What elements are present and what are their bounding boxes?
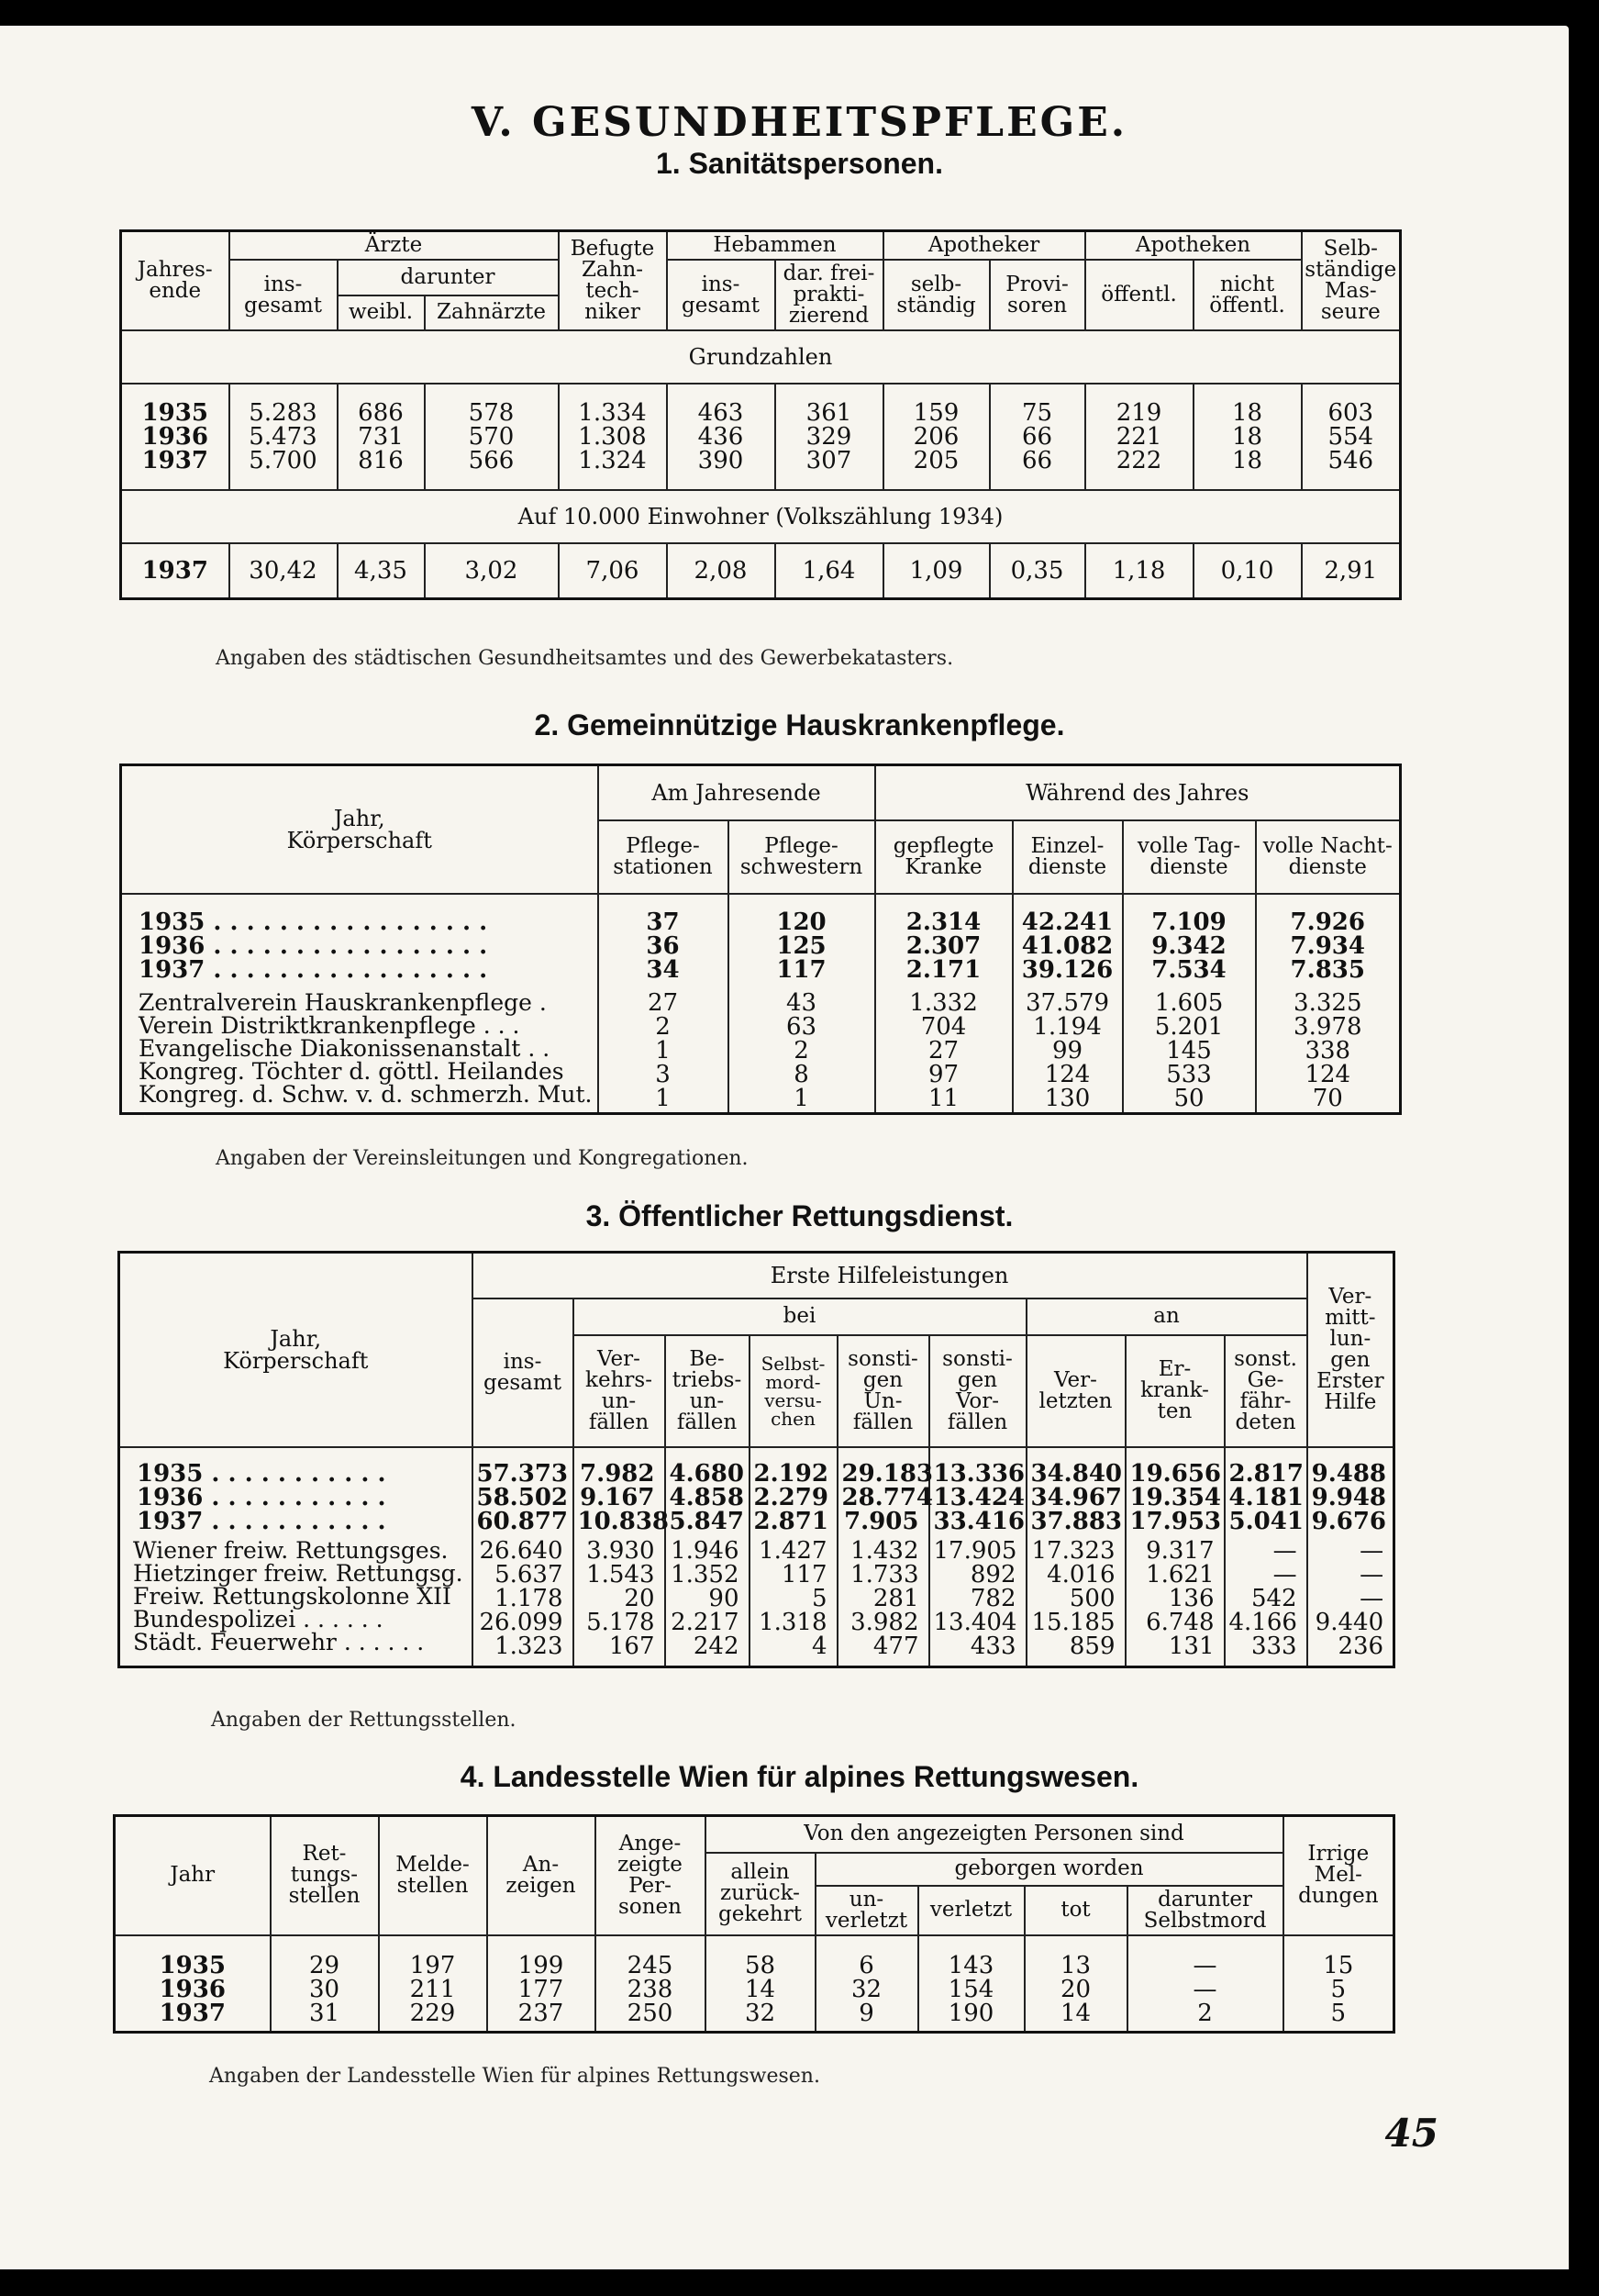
table-sanitaetspersonen: [119, 229, 1402, 600]
col-meldestellen: Melde- stellen: [379, 1816, 487, 1935]
col-jahr-koerperschaft: Jahr, Körperschaft: [119, 1253, 472, 1447]
col-pflegestationen: Pflege- stationen: [598, 820, 728, 894]
col-insgesamt: ins- gesamt: [472, 1298, 573, 1447]
col-jahr: Jahr: [115, 1816, 271, 1935]
col-heb-insgesamt: ins- gesamt: [667, 260, 775, 330]
col-nicht-oeffentl: nicht öffentl.: [1194, 260, 1302, 330]
years: 1935 1936 1937: [115, 1935, 271, 2033]
einzel-orgs: 37.579 1.194 99 124 130: [1013, 986, 1123, 1114]
schwestern-orgs: 43 63 2 8 1: [728, 986, 875, 1114]
col-zahnaerzte: Zahnärzte: [425, 295, 559, 331]
cell: 2,91: [1302, 543, 1401, 598]
table-hauskrankenpflege: [119, 763, 1402, 1115]
erkrankten-years: 19.656 19.354 17.953: [1126, 1447, 1225, 1535]
col-provisoren: Provi- soren: [990, 260, 1085, 330]
sonst-vorf-orgs: 17.905 892 782 13.404 433: [929, 1535, 1027, 1667]
verletzt-values: 143 154 190: [918, 1935, 1025, 2033]
table-rettungsdienst: [117, 1251, 1395, 1668]
col-rettungsstellen: Ret- tungs- stellen: [271, 1816, 379, 1935]
col-aerzte-insgesamt: ins- gesamt: [229, 260, 338, 330]
stationen-orgs: 27 2 1 3 1: [598, 986, 728, 1114]
verkehr-years: 7.982 9.167 10.838: [573, 1447, 665, 1535]
col-tot: tot: [1025, 1886, 1127, 1935]
cell: 0,35: [990, 543, 1085, 598]
cell: 1,64: [775, 543, 883, 598]
apotheken-nicht-values: 18 18 18: [1194, 384, 1302, 490]
nacht-orgs: 3.325 3.978 338 124 70: [1256, 986, 1401, 1114]
zahnaerzte-values: 578 570 566: [425, 384, 559, 490]
verkehr-orgs: 3.930 1.543 20 5.178 167: [573, 1535, 665, 1667]
col-pflegeschwestern: Pflege- schwestern: [728, 820, 875, 894]
col-selbstaendig: selb- ständig: [883, 260, 990, 330]
col-gefaehrdeten: sonst. Ge- fähr- deten: [1225, 1335, 1307, 1447]
col-befugte: Befugte Zahn- tech- niker: [559, 231, 667, 331]
selbstmord-years: 2.192 2.279 2.871: [750, 1447, 838, 1535]
gefaehrdeten-orgs: — — 542 4.166 333: [1225, 1535, 1307, 1667]
col-sonstige-unfaelle: sonsti- gen Un- fällen: [838, 1335, 929, 1447]
kranke-years: 2.314 2.307 2.171: [875, 894, 1013, 986]
betrieb-orgs: 1.946 1.352 90 2.217 242: [665, 1535, 750, 1667]
col-von-den: Von den angezeigten Personen sind: [705, 1816, 1283, 1853]
col-tagdienste: volle Tag- dienste: [1123, 820, 1256, 894]
rettungsstellen-values: 29 30 31: [271, 1935, 379, 2033]
col-sonstige-vorfaelle: sonsti- gen Vor- fällen: [929, 1335, 1027, 1447]
col-apotheker: Apotheker: [883, 231, 1085, 261]
col-vermittlungen: Ver- mitt- lun- gen Erster Hilfe: [1307, 1253, 1394, 1447]
col-irrige: Irrige Mel- dungen: [1283, 1816, 1394, 1935]
schwestern-years: 120 125 117: [728, 894, 875, 986]
col-nachtdienste: volle Nacht- dienste: [1256, 820, 1401, 894]
tot-values: 13 20 14: [1025, 1935, 1127, 2033]
cell: 3,02: [425, 543, 559, 598]
verletzten-orgs: 17.323 4.016 500 15.185 859: [1027, 1535, 1126, 1667]
gefaehrdeten-years: 2.817 4.181 5.041: [1225, 1447, 1307, 1535]
col-weibl: weibl.: [338, 295, 425, 331]
sonst-unf-years: 29.183 28.774 7.905: [838, 1447, 929, 1535]
table-alpines-rettungswesen: [113, 1814, 1395, 2034]
col-an: an: [1027, 1298, 1307, 1335]
insgesamt-years: 57.373 58.502 60.877: [472, 1447, 573, 1535]
col-geborgen: geborgen worden: [816, 1853, 1283, 1886]
nacht-years: 7.926 7.934 7.835: [1256, 894, 1401, 986]
aerzte-insgesamt-values: 5.283 5.473 5.700: [229, 384, 338, 490]
col-verletzt: verletzt: [918, 1886, 1025, 1935]
years-labels: 1935 . . . . . . . . . . . 1936 . . . . . . . . . . . 1937 . . . . . . . . . . .: [119, 1447, 472, 1535]
col-erste-hilfe: Erste Hilfeleistungen: [472, 1253, 1307, 1298]
anzeigen-values: 199 177 237: [487, 1935, 595, 2033]
hebammen-insgesamt-values: 463 436 390: [667, 384, 775, 490]
grundzahlen-label: Grundzahlen: [121, 330, 1401, 384]
years-1935-1937: 1935 1936 1937: [121, 384, 229, 490]
cell: 2,08: [667, 543, 775, 598]
table4-note: Angaben der Landesstelle Wien für alpines Rettungswesen.: [209, 2065, 820, 2088]
table3-note: Angaben der Rettungsstellen.: [211, 1709, 516, 1732]
verletzten-years: 34.840 34.967 37.883: [1027, 1447, 1126, 1535]
selbstmord-orgs: 1.427 117 5 1.318 4: [750, 1535, 838, 1667]
col-betriebsunfaelle: Be- triebs- un- fällen: [665, 1335, 750, 1447]
cell: 0,10: [1194, 543, 1302, 598]
unverletzt-values: 6 32 9: [816, 1935, 918, 2033]
per-10000-label: Auf 10.000 Einwohner (Volkszählung 1934): [121, 490, 1401, 543]
tag-years: 7.109 9.342 7.534: [1123, 894, 1256, 986]
cell: 7,06: [559, 543, 667, 598]
col-bei: bei: [573, 1298, 1027, 1335]
col-verletzten: Ver- letzten: [1027, 1335, 1126, 1447]
table1-title: 1. Sanitätspersonen.: [656, 147, 943, 180]
cell: 1,18: [1085, 543, 1194, 598]
einzel-years: 42.241 41.082 39.126: [1013, 894, 1123, 986]
table4-title: 4. Landesstelle Wien für alpines Rettungswesen.: [460, 1760, 1139, 1793]
provisoren-values: 75 66 66: [990, 384, 1085, 490]
col-darunter-selbstmord: darunter Selbstmord: [1127, 1886, 1283, 1935]
col-hebammen: Hebammen: [667, 231, 883, 261]
row-1937-year: 1937: [121, 543, 229, 598]
col-heb-frei: dar. frei- prakti- zierend: [775, 260, 883, 330]
col-masseure: Selb- ständige Mas- seure: [1302, 231, 1401, 331]
sonst-unf-orgs: 1.432 1.733 281 3.982 477: [838, 1535, 929, 1667]
col-einzeldienste: Einzel- dienste: [1013, 820, 1123, 894]
org-labels: Wiener freiw. Rettungsges. Hietzinger freiw. Rettungsg. Freiw. Rettungskolonne XII Bundespolizei . . . . . . Städt. Feuerwehr . . . . . .: [119, 1535, 472, 1667]
col-verkehrsunfaelle: Ver- kehrs- un- fällen: [573, 1335, 665, 1447]
betrieb-years: 4.680 4.858 5.847: [665, 1447, 750, 1535]
col-jahr-koerperschaft: Jahr, Körperschaft: [121, 765, 598, 894]
page-number: 45: [1384, 2111, 1438, 2156]
years-labels: 1935 . . . . . . . . . . . . . . . . . 1936 . . . . . . . . . . . . . . . . . 1937 . . . . . . . . . . . . . . . . .: [121, 894, 598, 986]
table1-note: Angaben des städtischen Gesundheitsamtes und des Gewerbekatasters.: [216, 647, 954, 670]
col-gepflegte-kranke: gepflegte Kranke: [875, 820, 1013, 894]
col-jahresende: Jahres- ende: [121, 231, 229, 331]
stationen-years: 37 36 34: [598, 894, 728, 986]
col-am-jahresende: Am Jahresende: [598, 765, 875, 820]
vermittlungen-years: 9.488 9.948 9.676: [1307, 1447, 1394, 1535]
col-angezeigte: Ange- zeigte Per- sonen: [595, 1816, 705, 1935]
allein-values: 58 14 32: [705, 1935, 816, 2033]
col-unverletzt: un- verletzt: [816, 1886, 918, 1935]
table3-title: 3. Öffentlicher Rettungsdienst.: [585, 1199, 1014, 1232]
col-waehrend: Während des Jahres: [875, 765, 1401, 820]
table2-note: Angaben der Vereinsleitungen und Kongregationen.: [216, 1147, 749, 1170]
insgesamt-orgs: 26.640 5.637 1.178 26.099 1.323: [472, 1535, 573, 1667]
apotheken-oeffentl-values: 219 221 222: [1085, 384, 1194, 490]
angezeigte-values: 245 238 250: [595, 1935, 705, 2033]
col-darunter: darunter: [338, 260, 559, 295]
cell: 30,42: [229, 543, 338, 598]
col-allein: allein zurück- gekehrt: [705, 1853, 816, 1935]
cell: 4,35: [338, 543, 425, 598]
hebammen-frei-values: 361 329 307: [775, 384, 883, 490]
page-heading: V. GESUNDHEITSPFLEGE.: [471, 99, 1128, 146]
irrige-values: 15 5 5: [1283, 1935, 1394, 2033]
befugte-values: 1.334 1.308 1.324: [559, 384, 667, 490]
col-erkrankten: Er- krank- ten: [1126, 1335, 1225, 1447]
vermittlungen-orgs: — — — 9.440 236: [1307, 1535, 1394, 1667]
erkrankten-orgs: 9.317 1.621 136 6.748 131: [1126, 1535, 1225, 1667]
meldestellen-values: 197 211 229: [379, 1935, 487, 2033]
kranke-orgs: 1.332 704 27 97 11: [875, 986, 1013, 1114]
col-selbstmordversuche: Selbst- mord- versu- chen: [750, 1335, 838, 1447]
table2-title: 2. Gemeinnützige Hauskrankenpflege.: [534, 708, 1065, 741]
col-anzeigen: An- zeigen: [487, 1816, 595, 1935]
apotheker-selbst-values: 159 206 205: [883, 384, 990, 490]
org-labels: Zentralverein Hauskrankenpflege . Verein Distriktkrankenpflege . . . Evangelische Diakonissenanstalt . . Kongreg. Töchter d. göttl. Heilandes Kongreg. d. Schw. v. d. schmerzh. Mut.: [121, 986, 598, 1114]
col-oeffentl: öffentl.: [1085, 260, 1194, 330]
masseure-values: 603 554 546: [1302, 384, 1401, 490]
cell: 1,09: [883, 543, 990, 598]
aerzte-weibl-values: 686 731 816: [338, 384, 425, 490]
tag-orgs: 1.605 5.201 145 533 50: [1123, 986, 1256, 1114]
col-apotheken: Apotheken: [1085, 231, 1302, 261]
sonst-vorf-years: 13.336 13.424 33.416: [929, 1447, 1027, 1535]
selbstmord-values: — — 2: [1127, 1935, 1283, 2033]
col-aerzte: Ärzte: [229, 231, 559, 261]
